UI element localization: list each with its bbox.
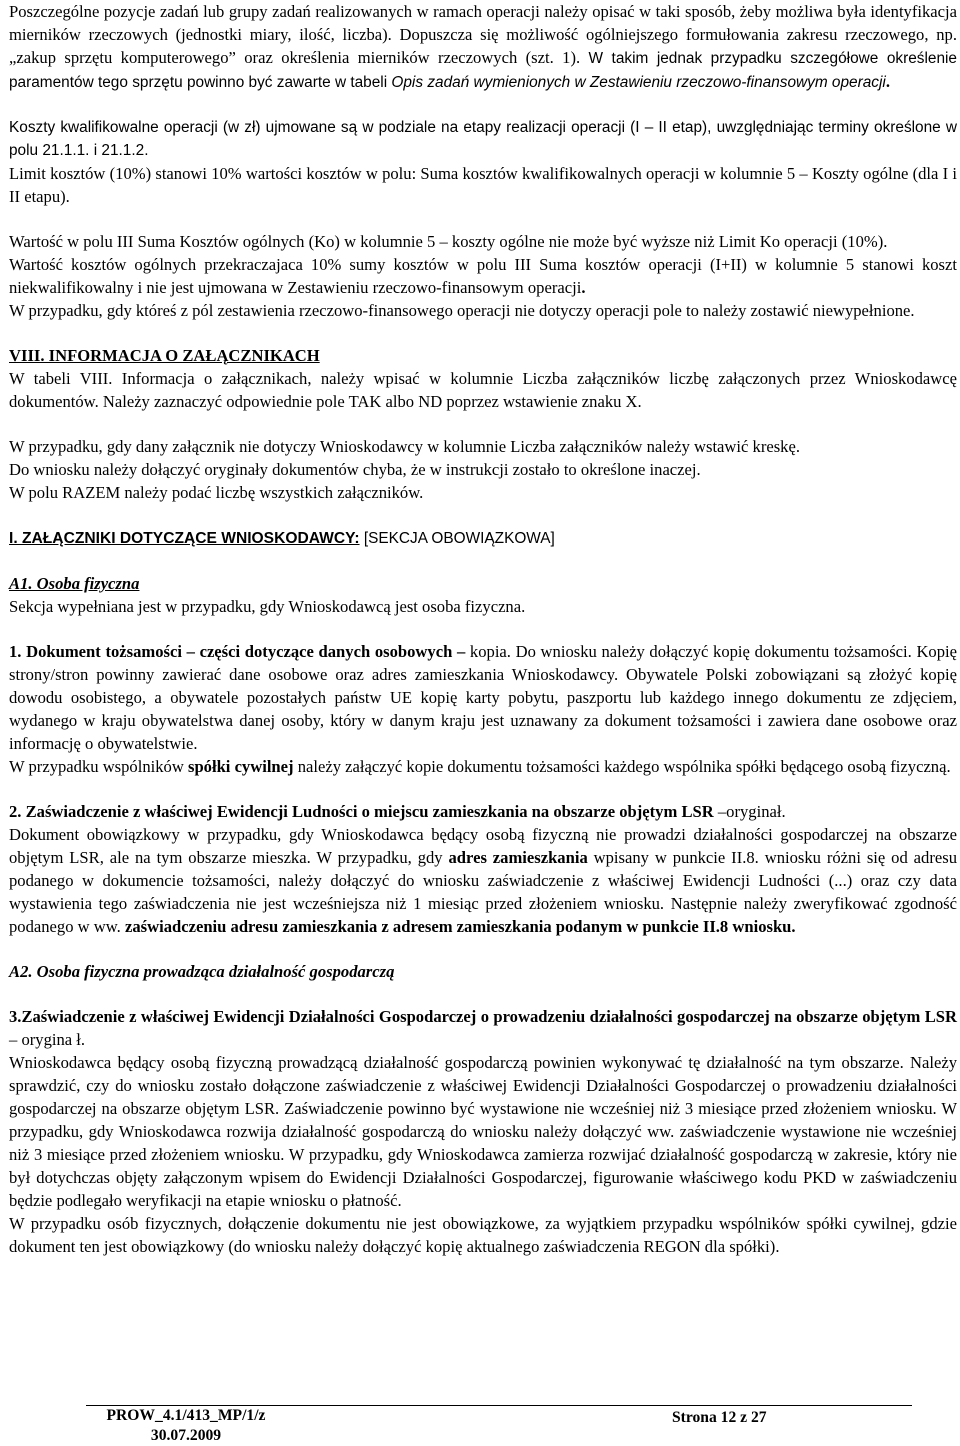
paragraph-empty-fields: W przypadku, gdy któreś z pól zestawienia rzeczowo-finansowego operacji nie dotyczy operacji pole to należy zostawić niewypełnione. <box>9 301 915 320</box>
section-heading-i <box>9 526 957 550</box>
paragraph-general-costs: Wartość w polu III Suma Kosztów ogólnych (Ko) w kolumnie 5 – koszty ogólne nie może być wyższe niż Limit Ko operacji (10%). <box>9 232 888 251</box>
item-3-note: W przypadku osób fizycznych, dołączenie dokumentu nie jest obowiązkowe, za wyjątkiem przypadku wspólników spółki cywilnej, gdzie dokument ten jest obowiązkowy (do wniosku należy dołączyć kopię aktualnego zaświadczenia REGON dla spółki). <box>9 1214 957 1256</box>
section-heading-viii: VIII. INFORMACJA O ZAŁĄCZNIKACH <box>9 346 320 365</box>
document-body <box>9 0 957 1258</box>
paragraph-cost-limit: Limit kosztów (10%) stanowi 10% wartości kosztów w polu: Suma kosztów kwalifikowalnych operacji w kolumnie 5 – Koszty ogólne (dla I i II etapu). <box>9 164 957 206</box>
footer-document-info <box>86 1406 286 1446</box>
item-3-business-certificate: 3.Zaświadczenie z właściwej Ewidencji Działalności Gospodarczej o prowadzeniu działalności gospodarczej na obszarze objętym LSR – orygina ł. <box>9 1007 957 1049</box>
paragraph-attachments-table: W tabeli VIII. Informacja o załącznikach, należy wpisać w kolumnie Liczba załączników liczbę załączonych przez Wnioskodawcę dokumentów. Należy zaznaczyć odpowiednie pole TAK albo ND poprzez wstawienie znaku X. <box>9 369 957 411</box>
footer-date: 30.07.2009 <box>150 1427 222 1444</box>
paragraph-text: . <box>885 72 890 91</box>
paragraph-exceeding-costs: Wartość kosztów ogólnych przekraczajaca 10% sumy kosztów w polu III Suma kosztów operacji (I+II) w kolumnie 5 stanowi koszt niekwalifikowalny i nie jest ujmowana w Zestawieniu rzeczowo-finansowym operacji. <box>9 255 957 297</box>
paragraph-text: Poszczególne pozycje zadań lub grupy zadań realizowanych w ramach operacji należy opisać w taki sposób, żeby możliwa była identyfikacja mierników rzeczowych (jednostki miary, ilość, liczba). Dopuszcza się możliwość ogólniejszego formułowania zakresu rzeczowego, np. „zakup sprzętu komputerowego” oraz określenia mierników rzeczowych (szt. 1). <box>9 2 957 67</box>
item-2-residence-certificate: 2. Zaświadczenie z właściwej Ewidencji Ludności o miejscu zamieszkania na obszarze objętym LSR –oryginał. <box>9 802 786 821</box>
subsection-a1-desc: Sekcja wypełniana jest w przypadku, gdy Wnioskodawcą jest osoba fizyczna. <box>9 597 526 616</box>
paragraph-text-italic: Opis zadań wymienionych w Zestawieniu rzeczowo-finansowym operacji <box>391 74 886 91</box>
paragraph-total: W polu RAZEM należy podać liczbę wszystkich załączników. <box>9 483 424 502</box>
paragraph-text: W takim jednak przypadku szczegółowe określenie paramentów tego sprzętu powinno być zawarte w tabeli <box>9 50 957 91</box>
item-1-civil-partnership: W przypadku wspólników spółki cywilnej należy załączyć kopie dokumentu tożsamości każdego wspólnika spółki będącego osobą fizyczną. <box>9 757 951 776</box>
section-heading-tag: [SEKCJA OBOWIĄZKOWA] <box>359 530 555 547</box>
item-1-identity-document: 1. Dokument tożsamości – części dotyczące danych osobowych – kopia. Do wniosku należy dołączyć kopię dokumentu tożsamości. Kopię strony/stron powinny zawierać dane osobowe oraz adres zamieszkania Wnioskodawcy. Obywatele Polski zobowiązani są złożyć kopię dowodu osobistego, a obywatele pozostałych państw UE kopię karty pobytu, paszportu lub każdego innego dokumentu ze zdjęciem, wydanego w kraju obywatelstwa danej osoby, który w danym kraju jest uznawany za dokument tożsamości i zawiera dane osobowe oraz informację o obywatelstwie. <box>9 642 957 753</box>
item-2-details: Dokument obowiązkowy w przypadku, gdy Wnioskodawca będący osobą fizyczną nie prowadzi działalności gospodarczej na obszarze objętym LSR, ale na tym obszarze mieszka. W przypadku, gdy adres zamieszkania wpisany w punkcie II.8. wniosku różni się od adresu podanego w dokumencie tożsamości, należy dołączyć do wniosku zaświadczenie z właściwej Ewidencji Ludności (...) oraz czy data wystawienia tego zaświadczenia nie jest wcześniejsza niż 1 miesiąc przed złożeniem wniosku. Następnie należy zweryfikować zgodność podanego w ww. zaświadczeniu adresu zamieszkania z adresem zamieszkania podanym w punkcie II.8 wniosku. <box>9 825 957 936</box>
paragraph-originals: Do wniosku należy dołączyć oryginały dokumentów chyba, że w instrukcji zostało to określone inaczej. <box>9 460 701 479</box>
subsection-a1-title: A1. Osoba fizyczna <box>9 574 140 593</box>
section-heading-title: I. ZAŁĄCZNIKI DOTYCZĄCE WNIOSKODAWCY: <box>9 530 360 547</box>
paragraph-eligible-costs: Koszty kwalifikowalne operacji (w zł) ujmowane są w podziale na etapy realizacji operacji (I – II etap), uwzględniając terminy określone w polu 21.1.1. i 21.1.2. <box>9 119 957 159</box>
footer-page-number: Strona 12 z 27 <box>672 1409 767 1426</box>
subsection-a2-title: A2. Osoba fizyczna prowadząca działalność gospodarczą <box>9 962 395 981</box>
paragraph-attachment-not-applicable: W przypadku, gdy dany załącznik nie dotyczy Wnioskodawcy w kolumnie Liczba załączników należy wstawić kreskę. <box>9 437 800 456</box>
paragraph-task-description <box>9 0 957 94</box>
item-3-details: Wnioskodawca będący osobą fizyczną prowadzącą działalność gospodarczą powinien wykonywać tę działalność na tym obszarze. Należy sprawdzić, czy do wniosku zostało dołączone zaświadczenie z właściwej Ewidencji Działalności Gospodarczej o prowadzeniu działalności gospodarczej na obszarze objętym LSR. Zaświadczenie powinno być wystawione nie wcześniej niż 3 miesiące przed złożeniem wniosku. W przypadku, gdy Wnioskodawca rozwija działalność gospodarczą do wniosku należy dołączyć ww. zaświadczenie wystawione nie wcześniej niż 3 miesiące przed złożeniem wniosku. W przypadku, gdy Wnioskodawca zamierza rozwijać działalność gospodarczą w zakresie, który nie był dotychczas objęty załączonym wpisem do Ewidencji Działalności Gospodarczej, figurowanie właściwego kodu PKD w zaświadczeniu będzie podlegało weryfikacji na etapie wniosku o płatność. <box>9 1053 957 1210</box>
footer-document-id: PROW_4.1/413_MP/1/z <box>106 1407 266 1424</box>
